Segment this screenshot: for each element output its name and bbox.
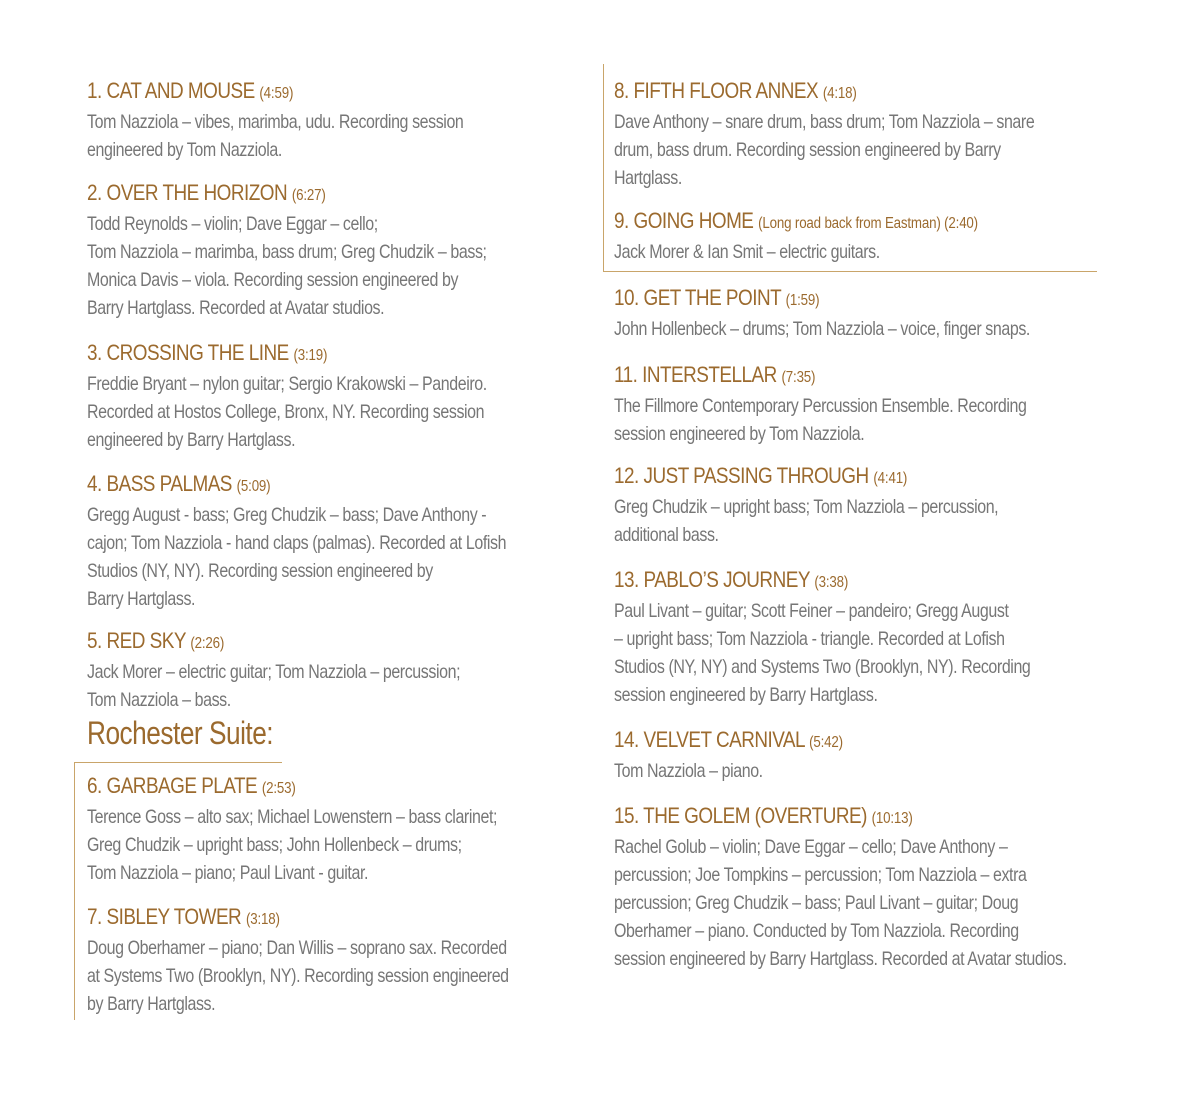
track-duration: (7:35) [781,369,816,386]
credit-line: Tom Nazziola – bass. [87,689,231,711]
credit-line: at Systems Two (Brooklyn, NY). Recording session engineered [87,965,509,987]
track-duration: (3:18) [245,911,280,928]
track-title: 7. SIBLEY TOWER [87,904,242,929]
track-duration: (1:59) [785,292,820,309]
credit-line: additional bass. [614,524,719,546]
track-title: 9. GOING HOME [614,208,754,233]
credit-line: engineered by Barry Hartglass. [87,429,296,451]
track-title: 1. CAT AND MOUSE [87,78,255,103]
track-entry [614,463,1134,549]
track-duration: (3:19) [293,347,328,364]
credit-line: session engineered by Barry Hartglass. [614,684,878,706]
track-title: 14. VELVET CARNIVAL [614,727,805,752]
credit-line: session engineered by Tom Nazziola. [614,423,865,445]
track-heading [87,904,517,933]
credit-line: by Barry Hartglass. [87,993,216,1015]
track-entry [87,180,587,322]
track-heading [614,463,1061,492]
track-duration: (2:26) [190,635,225,652]
track-heading [614,727,1061,756]
track-heading [614,567,1061,596]
track-title: 13. PABLO’S JOURNEY [614,567,810,592]
track-credits [87,658,587,714]
right-bracket-left-rule [603,64,604,272]
credit-line: engineered by Tom Nazziola. [87,139,282,161]
credit-line: Paul Livant – guitar; Scott Feiner – pandeiro; Gregg August [614,600,1009,622]
track-entry [87,340,587,454]
credit-line: Todd Reynolds – violin; Dave Eggar – cello; [87,213,378,235]
track-credits [87,210,587,322]
track-title: 10. GET THE POINT [614,285,781,310]
credit-line: Dave Anthony – snare drum, bass drum; Tom Nazziola – snare [614,111,1035,133]
track-entry [87,628,587,714]
credit-line: – upright bass; Tom Nazziola - triangle. Recorded at Lofish [614,628,1005,650]
track-title: 6. GARBAGE PLATE [87,773,258,798]
track-duration: (5:09) [236,478,271,495]
track-title: 12. JUST PASSING THROUGH [614,463,869,488]
track-credits [87,934,587,1018]
track-heading [614,208,1061,237]
track-heading [87,471,517,500]
track-entry [614,362,1134,448]
credit-line: percussion; Greg Chudzik – bass; Paul Livant – guitar; Doug [614,892,1019,914]
track-duration: (4:59) [259,85,294,102]
credit-line: session engineered by Barry Hartglass. Recorded at Avatar studios. [614,948,1067,970]
credit-line: Freddie Bryant – nylon guitar; Sergio Krakowski – Pandeiro. [87,373,487,395]
credit-line: Jack Morer – electric guitar; Tom Nazziola – percussion; [87,661,461,683]
credit-line: Hartglass. [614,167,682,189]
track-duration: (6:27) [291,187,326,204]
track-credits [614,315,1134,343]
credit-line: John Hollenbeck – drums; Tom Nazziola – voice, finger snaps. [614,318,1030,340]
credit-line: Tom Nazziola – marimba, bass drum; Greg Chudzik – bass; [87,241,487,263]
credit-line: Barry Hartglass. Recorded at Avatar studios. [87,297,385,319]
track-duration: (2:53) [261,780,296,797]
suite-title: Rochester Suite: [87,715,274,751]
track-heading [87,78,517,107]
track-entry [614,285,1134,343]
track-entry [614,803,1134,973]
track-title: 8. FIFTH FLOOR ANNEX [614,78,819,103]
track-credits [87,803,587,887]
track-entry [614,208,1134,266]
track-duration: (Long road back from Eastman) (2:40) [758,215,978,232]
track-credits [87,370,587,454]
credit-line: drum, bass drum. Recording session engineered by Barry [614,139,1001,161]
track-credits [614,597,1134,709]
track-credits [614,757,1134,785]
credit-line: Terence Goss – alto sax; Michael Lowenstern – bass clarinet; [87,806,498,828]
track-heading [614,78,1061,107]
track-title: 3. CROSSING THE LINE [87,340,289,365]
track-heading [87,773,517,802]
track-entry [614,567,1134,709]
track-credits [614,108,1134,192]
suite-bracket-top-rule [74,762,282,763]
track-heading [87,628,517,657]
track-credits [614,238,1134,266]
credit-line: Barry Hartglass. [87,588,196,610]
right-bracket-bottom-rule [603,271,1097,272]
track-credits [614,833,1134,973]
credit-line: Rachel Golub – violin; Dave Eggar – cello; Dave Anthony – [614,836,1008,858]
track-title: 5. RED SKY [87,628,186,653]
suite-bracket-left-rule [74,762,75,1020]
credit-line: Doug Oberhamer – piano; Dan Willis – soprano sax. Recorded [87,937,507,959]
track-heading [87,180,517,209]
track-credits [614,493,1134,549]
track-duration: (10:13) [871,810,913,827]
credit-line: Greg Chudzik – upright bass; John Hollenbeck – drums; [87,834,462,856]
track-title: 2. OVER THE HORIZON [87,180,288,205]
credit-line: Recorded at Hostos College, Bronx, NY. Recording session [87,401,485,423]
credit-line: percussion; Joe Tompkins – percussion; Tom Nazziola – extra [614,864,1027,886]
credit-line: Studios (NY, NY). Recording session engineered by [87,560,433,582]
track-entry [87,773,587,887]
track-duration: (3:38) [814,574,849,591]
track-title: 4. BASS PALMAS [87,471,232,496]
track-credits [614,392,1134,448]
track-heading [87,340,517,369]
credit-line: Jack Morer & Ian Smit – electric guitars. [614,241,880,263]
track-entry [87,471,587,613]
track-entry [614,78,1134,192]
track-heading [614,362,1061,391]
credit-line: Greg Chudzik – upright bass; Tom Nazziola – percussion, [614,496,999,518]
track-duration: (4:41) [873,470,908,487]
credit-line: Tom Nazziola – piano; Paul Livant - guitar. [87,862,369,884]
credit-line: Gregg August - bass; Greg Chudzik – bass; Dave Anthony - [87,504,487,526]
track-title: 15. THE GOLEM (OVERTURE) [614,803,867,828]
credit-line: cajon; Tom Nazziola - hand claps (palmas). Recorded at Lofish [87,532,507,554]
credit-line: Studios (NY, NY) and Systems Two (Brooklyn, NY). Recording [614,656,1031,678]
track-entry [87,904,587,1018]
credit-line: Tom Nazziola – piano. [614,760,763,782]
track-duration: (4:18) [822,85,857,102]
track-duration: (5:42) [809,734,843,751]
credit-line: Oberhamer – piano. Conducted by Tom Nazziola. Recording [614,920,1019,942]
track-entry [87,78,587,164]
track-heading [614,285,1061,314]
track-credits [87,108,587,164]
track-heading [614,803,1061,832]
track-title: 11. INTERSTELLAR [614,362,777,387]
track-entry [614,727,1134,785]
credit-line: Monica Davis – viola. Recording session engineered by [87,269,459,291]
credit-line: The Fillmore Contemporary Percussion Ensemble. Recording [614,395,1027,417]
credit-line: Tom Nazziola – vibes, marimba, udu. Recording session [87,111,464,133]
track-credits [87,501,587,613]
